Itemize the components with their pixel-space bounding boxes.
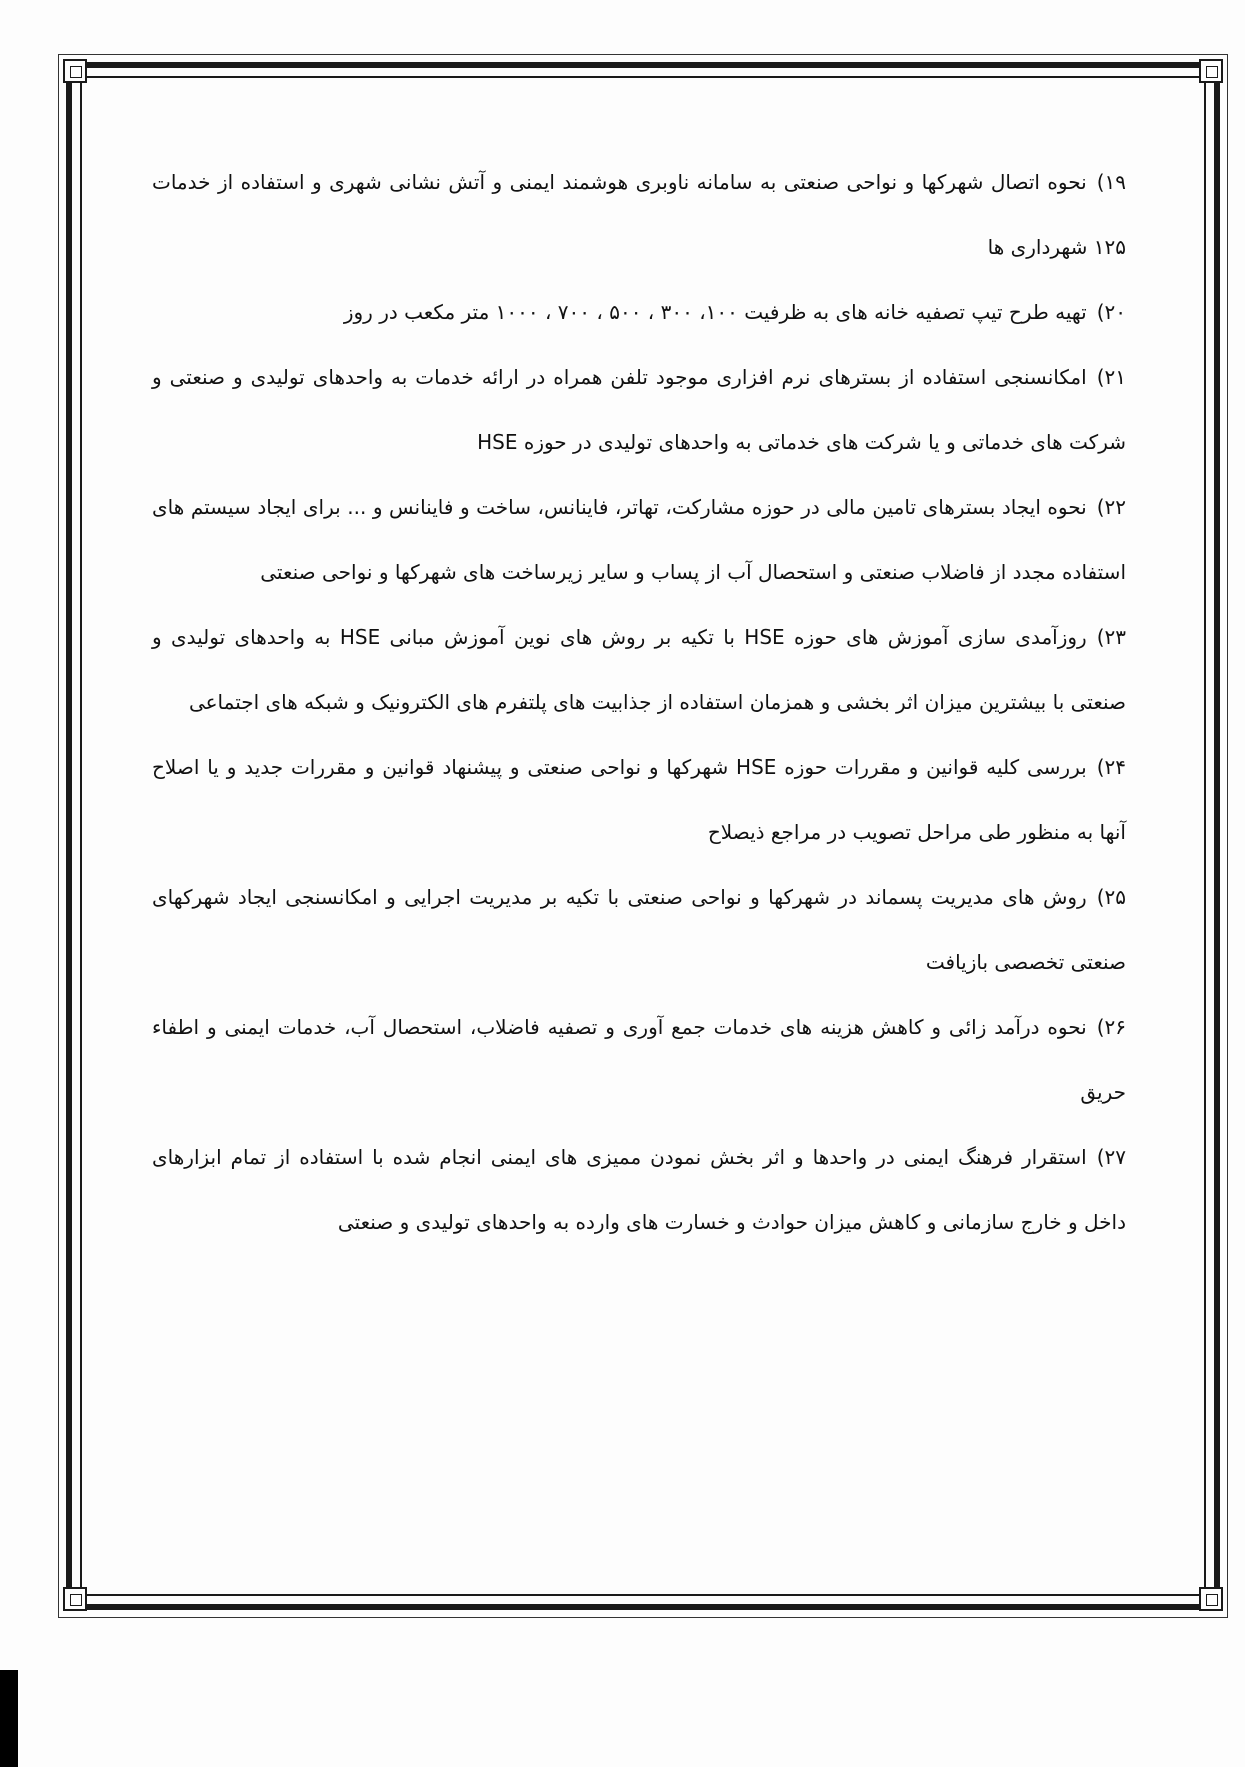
list-item-21	[152, 345, 1126, 475]
list-item-19	[152, 150, 1126, 280]
item-text: استقرار فرهنگ ایمنی در واحدها و اثر بخش نمودن ممیزی های ایمنی انجام شده با استفاده از تمام ابزارهای داخل و خارج سازمانی و کاهش میزان حوادث و خسارت های وارده به واحدهای تولیدی و صنعتی	[152, 1145, 1126, 1234]
list-item-20	[152, 280, 1126, 345]
corner-ornament-top-left	[63, 59, 87, 83]
item-text: تهیه طرح تیپ تصفیه خانه های به ظرفیت ۱۰۰، ۳۰۰ ، ۵۰۰ ، ۷۰۰ ، ۱۰۰۰ متر مکعب در روز	[343, 300, 1087, 324]
item-number: ۲۰)	[1096, 300, 1126, 324]
item-number: ۱۹)	[1096, 170, 1126, 194]
corner-ornament-bottom-right	[1199, 1587, 1223, 1611]
item-text: روزآمدی سازی آموزش های حوزه HSE با تکیه بر روش های نوین آموزش مبانی HSE به واحدهای تولیدی و صنعتی با بیشترین میزان اثر بخشی و همزمان استفاده از جذابیت های پلتفرم های الکترونیک و شبکه های اجتماعی	[152, 625, 1126, 714]
item-number: ۲۷)	[1096, 1145, 1126, 1169]
item-text: امکانسنجی استفاده از بسترهای نرم افزاری موجود تلفن همراه در ارائه خدمات به واحدهای تولیدی و صنعتی و شرکت های خدماتی و یا شرکت های خدماتی به واحدهای تولیدی در حوزه HSE	[152, 365, 1126, 454]
list-item-24	[152, 735, 1126, 865]
item-number: ۲۶)	[1096, 1015, 1126, 1039]
list-item-27	[152, 1125, 1126, 1255]
scan-edge-mark	[0, 1670, 18, 1767]
item-number: ۲۱)	[1096, 365, 1126, 389]
list-item-25	[152, 865, 1126, 995]
item-text: نحوه اتصال شهرکها و نواحی صنعتی به سامانه ناوبری هوشمند ایمنی و آتش نشانی شهری و استفاده از خدمات ۱۲۵ شهرداری ها	[152, 170, 1126, 259]
item-number: ۲۴)	[1096, 755, 1126, 779]
corner-ornament-top-right	[1199, 59, 1223, 83]
item-number: ۲۲)	[1096, 495, 1126, 519]
list-item-26	[152, 995, 1126, 1125]
item-text: نحوه ایجاد بسترهای تامین مالی در حوزه مشارکت، تهاتر، فاینانس، ساخت و فاینانس و ... برای ایجاد سیستم های استفاده مجدد از فاضلاب صنعتی و استحصال آب از پساب و سایر زیرساخت های شهرکها و نواحی صنعتی	[152, 495, 1126, 584]
item-number: ۲۵)	[1096, 885, 1126, 909]
item-text: نحوه درآمد زائی و کاهش هزینه های خدمات جمع آوری و تصفیه فاضلاب، استحصال آب، خدمات ایمنی و اطفاء حریق	[152, 1015, 1126, 1104]
item-number: ۲۳)	[1096, 625, 1126, 649]
item-text: بررسی کلیه قوانین و مقررات حوزه HSE شهرکها و نواحی صنعتی و پیشنهاد قوانین و مقررات جدید و یا اصلاح آنها به منظور طی مراحل تصویب در مراجع ذیصلاح	[152, 755, 1126, 844]
list-item-22	[152, 475, 1126, 605]
item-list	[152, 150, 1126, 1255]
corner-ornament-bottom-left	[63, 1587, 87, 1611]
list-item-23	[152, 605, 1126, 735]
item-text: روش های مدیریت پسماند در شهرکها و نواحی صنعتی با تکیه بر مدیریت اجرایی و امکانسنجی ایجاد شهرکهای صنعتی تخصصی بازیافت	[152, 885, 1126, 974]
